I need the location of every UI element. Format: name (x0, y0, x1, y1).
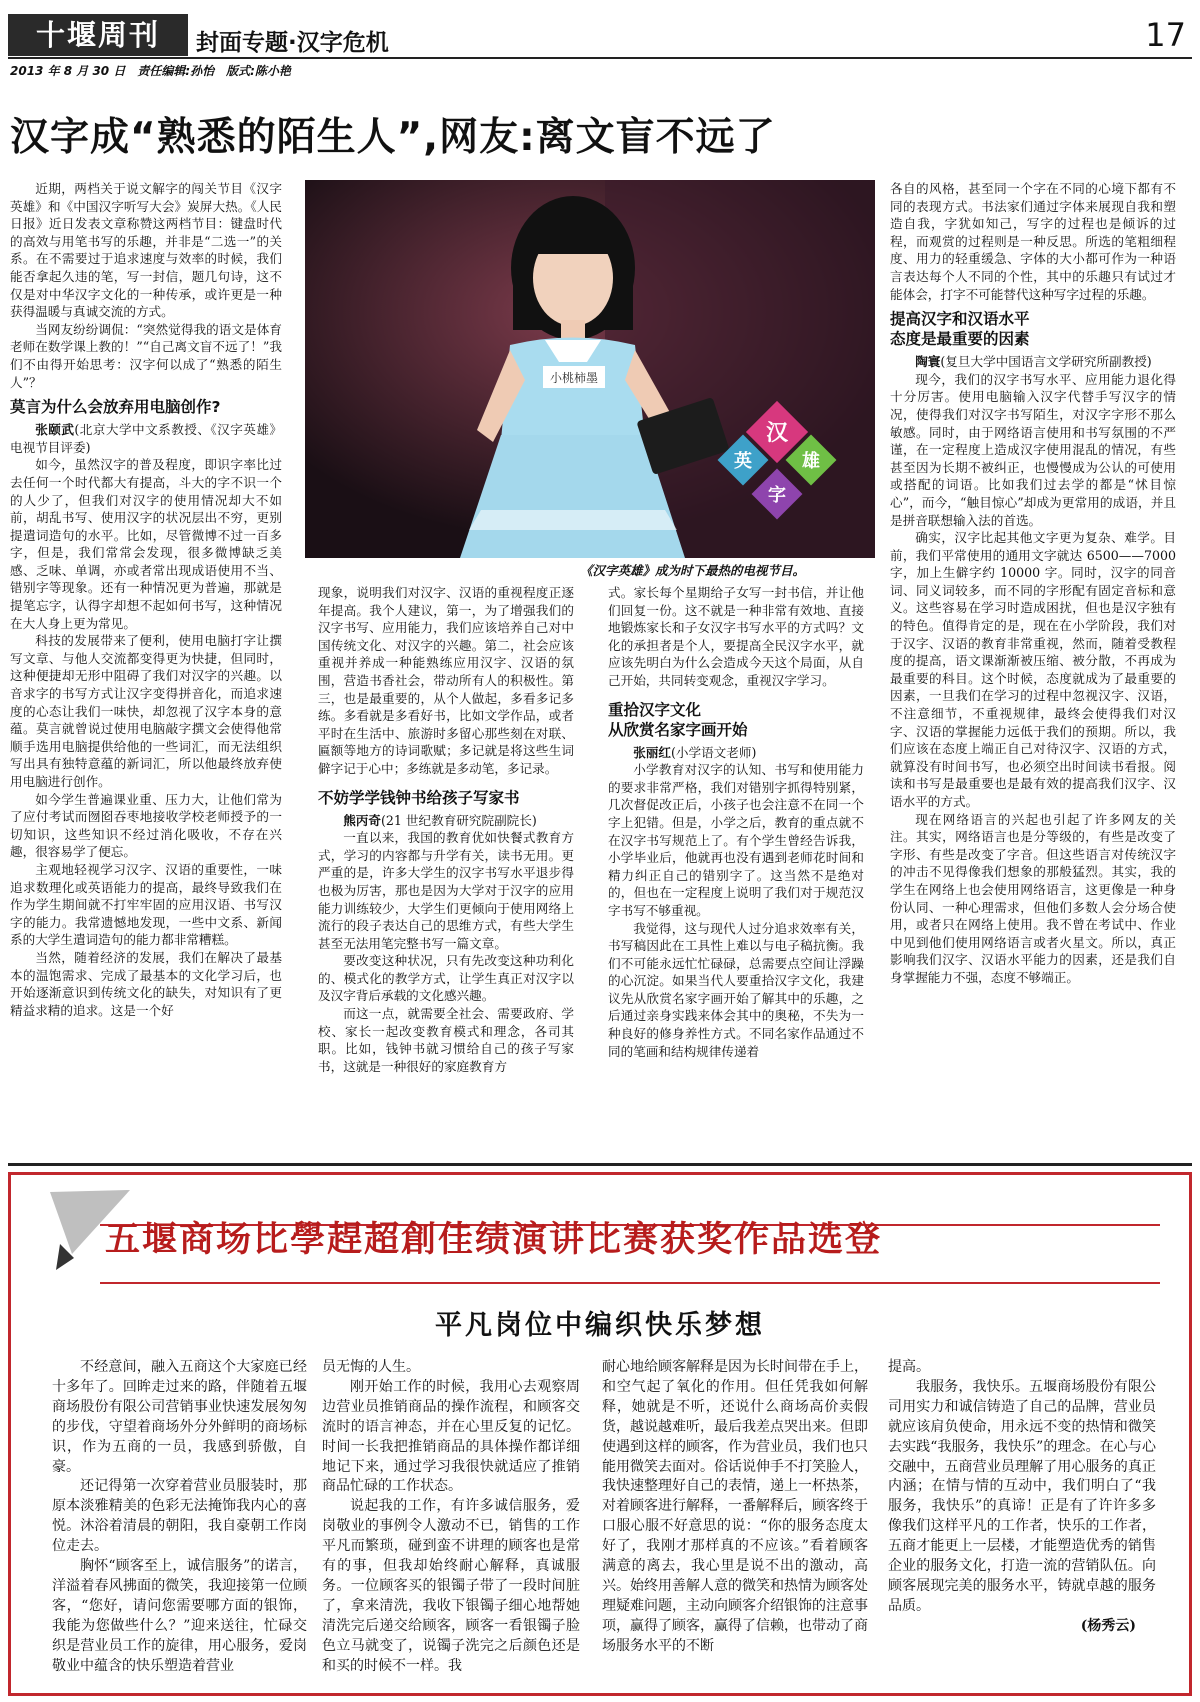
masthead: 十堰周刊 (8, 14, 188, 56)
issue-meta: 2013 年 8 月 30 日 责任编辑:孙怡 版式:陈小艳 (10, 64, 291, 78)
paragraph: 胸怀“顾客至上，诚信服务”的诺言，洋溢着春风拂面的微笑，我迎接第一位顾客，“您好，请问您需要哪方面的银饰，我能为您做些什么？”迎来送往，忙碌交织是营业员工作的旋律，用心服务，爱岗敬业中蕴含的快乐塑造着营业 (52, 1558, 307, 1674)
article-column-1 (10, 180, 282, 1019)
advertorial-title: 平凡岗位中编织快乐梦想 (435, 1310, 765, 1341)
article-column-4 (890, 180, 1176, 987)
header-rule (8, 57, 1192, 59)
paragraph: 当网友纷纷调侃：“突然觉得我的语文是体育老师在数学课上教的！”“自己离文盲不远了！”我们不由得开始思考：汉字何以成了“熟悉的陌生人”？ (10, 321, 282, 390)
paragraph: 确实，汉字比起其他文字更为复杂、难学。目前，我们平常使用的通用文字就达 6500——7000 字，加上生僻字约 10000 字。同时，汉字的同音词、同义词较多，而不同的字形配有固定音标和意义。这些容易在学习时造成困扰，但也是汉字独有的特色。值得肯定的是，现在在小学阶段，我们对于汉字、汉语的教育非常重视，然而，随着受教程度的提高，语文课渐渐被压缩、被分散，不再成为最重要的科目。这个时候，态度就成为了最重要的因素，一旦我们在学习的过程中忽视汉字、汉语，不注意细节，不重视规律，最终会使得我们对汉字、汉语的掌握能力远低于我们的预期。所以，我们应该在态度上端正自己对待汉字、汉语的方式，就算没有时间书写，也必须空出时间读书看报。阅读和书写是最重要也是最有效的提高我们汉字、汉语水平的方式。 (890, 530, 1176, 809)
subheading: 莫言为什么会放弃用电脑创作? (10, 398, 221, 417)
photo-caption: 《汉字英雄》成为时下最热的电视节目。 (580, 563, 806, 578)
subheading: 重拾汉字文化 (608, 700, 702, 719)
author-affiliation: (北京大学中文系教授、《汉字英雄》电视节目评委) (10, 422, 282, 455)
author-signoff: (杨秀云) (1080, 1617, 1136, 1634)
paragraph: 主观地轻视学习汉字、汉语的重要性，一味追求数理化或英语能力的提高，最终导致我们在作为学生期间就不打牢牢固的应用汉语、书写汉字的能力。我常遗憾地发现，一些中文系、新闻系的大学生遣词造句的能力都非常糟糕。 (10, 861, 282, 948)
paragraph: 而这一点，就需要全社会、需要政府、学校、家长一起改变教育模式和理念，各司其职。比如，钱钟书就习惯给自己的孩子写家书，这就是一种很好的家庭教育方 (318, 1006, 574, 1074)
advertorial-column-4 (888, 1358, 1156, 1637)
section-title: 封面专题·汉字危机 (196, 30, 389, 56)
paragraph: 当然，随着经济的发展，我们在解决了最基本的温饱需求、完成了最基本的文化学习后，也开始逐渐意识到传统文化的缺失，对知识有了更精益求精的追求。这是一个好 (10, 949, 282, 1018)
paragraph: 一直以来，我国的教育优如快餐式教育方式，学习的内容都与升学有关，读书无用。更严重的是，许多大学生的汉字书写水平退步得也极为厉害，那也是因为大学对于汉字的应用能力训练较少，大学生们更倾向于使用网络上流行的段子表达自己的思维方式，有些大学生甚至无法用笔完整书写一篇文章。 (318, 830, 574, 951)
paragraph: 刚开始工作的时候，我用心去观察周边营业员推销商品的操作流程，和顾客交流时的语言神态，并在心里反复的记忆。时间一长我把推销商品的具体操作都详细地记下来，通过学习我很快就适应了推销商品忙碌的工作状态。 (322, 1378, 580, 1495)
author-name: 陶寰 (915, 354, 941, 370)
name-card-text: 小桃柿墨 (549, 371, 599, 385)
paragraph: 耐心地给顾客解释是因为长时间带在手上，和空气起了氧化的作用。但任凭我如何解释，她就是不听，还说什么商场高价卖假货，越说越难听，最后我差点哭出来。但即使遇到这样的顾客，作为营业员，我们也只能用微笑去面对。俗话说伸手不打笑脸人，我快速整理好自己的表情，递上一杯热茶，对着顾客进行解释，一番解释后，顾客终于口服心服不好意思的说：“你的服务态度太好了，我刚才那样真的不应该。”看着顾客满意的离去，我心里是说不出的激动，高兴。始终用善解人意的微笑和热情为顾客处理疑难问题，主动向顾客介绍银饰的注意事项，赢得了顾客，赢得了信赖，也带动了商场服务水平的不断 (602, 1359, 868, 1654)
paragraph: 现在网络语言的兴起也引起了许多网友的关注。其实，网络语言也是分等级的，有些是改变了字形、有些是改变了字音。但这些语言对传统汉字的冲击不见得像我们想象的那般猛烈。其实，我的学生在网络上也会使用网络语言，这更像是一种身份认同、一种心理需求，但他们多数人会分场合使用，或者只在网络上使用。我不曾在考试中、作业中见到他们使用网络语言或者火星文。所以，真正影响我们汉字、汉语水平能力的因素，还是我们自身掌握能力不强，态度不够端正。 (890, 811, 1176, 985)
author-name: 张丽红 (633, 744, 671, 760)
author-name: 熊丙奇 (343, 812, 381, 828)
paragraph: 近期，两档关于说文解字的闯关节目《汉字英雄》和《中国汉字听写大会》炭屏大热。《人民日报》近日发表文章称赞这两档节目：键盘时代的高效与用笔书写的乐趣，并非是“二选一”的关系。在不需要过于追求速度与效率的时候，我们能否拿起久违的笔，写一封信，题几句诗，这不仅是对中华汉字文化的一种传承，或许更是一种获得温暖与真诚交流的方式。 (10, 181, 282, 320)
subheading: 从欣赏名家字画开始 (608, 720, 748, 739)
headline: 汉字成“熟悉的陌生人”,网友:离文盲不远了 (10, 115, 776, 160)
paragraph: 小学教育对汉字的认知、书写和使用能力的要求非常严格，我们对错别字抓得特别紧，几次督促改正后，小孩子也会注意不在同一个字上犯错。但是，小学之后，教育的重点就不在汉字书写规范上了。有个学生曾经告诉我，小学毕业后，他就再也没有遇到老师花时间和精力纠正自己的错别字了。这当然不是绝对的，但也在一定程度上说明了我们对于规范汉字书写不够重视。 (608, 762, 864, 918)
logo-char-4: 字 (768, 485, 786, 506)
advertorial-header (10, 1184, 1180, 1294)
paragraph: 提高。 (888, 1359, 930, 1375)
paragraph: 要改变这种状况，只有先改变这种功利化的、模式化的教学方式，让学生真正对汉字以及汉字背后承载的文化感兴趣。 (318, 953, 574, 1004)
logo-char-1: 汉 (765, 421, 789, 446)
paragraph: 如今学生普遍课业重、压力大，让他们常为了应付考试而囫囵吞枣地接收学校老师授予的一切知识，这些知识不经过消化吸收，不存在兴趣，很容易学了便忘。 (10, 791, 282, 860)
paragraph: 科技的发展带来了便利，使用电脑打字让撰写文章、与他人交流都变得更为快捷，但同时，这种便捷却无形中阻碍了我们对汉字的兴趣。以音求字的书写方式让汉字变得拼音化，而追求速度的心态让我们一味快，却忽视了汉字本身的意蕴。莫言就曾说过使用电脑敲字撰文会使得他常顺手选用电脑提供给他的一些词汇，而无法组织写出具有独特意蕴的新词汇，所以他最终放弃使用电脑进行创作。 (10, 633, 282, 789)
advertorial-column-3 (602, 1358, 868, 1657)
paragraph: 我觉得，这与现代人过分追求效率有关，书写稿因此在工具性上难以与电子稿抗衡。我们不可能永远忙忙碌碌，总需要点空间让浮躁的心沉淀。如果当代人要重拾汉字文化，我建议先从欣赏名家字画开始了解其中的乐趣，之后通过亲身实践来体会其中的奥秘，不失为一种良好的修身养性方式。不同名家作品通过不同的笔画和结构规律传递着 (608, 920, 864, 1059)
byline (10, 421, 282, 456)
advertorial-banner: 五堰商场比學趕超創佳绩演讲比赛获奖作品选登 (105, 1220, 883, 1260)
paragraph: 各自的风格，甚至同一个字在不同的心境下都有不同的表现方式。书法家们通过字体来展现自我和塑造自我，字犹如知己，写字的过程也是倾诉的过程，而观赏的过程则是一种反思。所选的笔粗细程度、用力的轻重缓急、字体的大小都可作为一种语言表达每个人不同的个性，其中的乐趣只有试过才能体会，打字不可能替代这种写字过程的乐趣。 (890, 181, 1176, 302)
tv-show-photo (305, 180, 875, 558)
page-number: 17 (1145, 16, 1186, 54)
byline (608, 744, 864, 762)
logo-char-3: 雄 (802, 451, 820, 472)
section-divider (8, 1163, 1192, 1166)
article-column-3 (608, 584, 864, 1060)
author-affiliation: (复旦大学中国语言文学研究所副教授) (940, 354, 1152, 370)
paragraph: 现今，我们的汉字书写水平、应用能力退化得十分厉害。使用电脑输入汉字代替手写汉字的情况，使得我们对汉字书写陌生，对汉字字形不那么敏感。同时，由于网络语言使用和书写氛围的不严谨，在一定程度上造成汉字使用混乱的情况，有些甚至因为长期不被纠正，也慢慢成为公认的可使用或搭配的词语。比如我们过去学的都是“怵目惊心”，而今，“触目惊心”却成为更常用的成语，并且是拼音联想输入法的首选。 (890, 371, 1176, 528)
advertorial-column-1 (52, 1358, 307, 1677)
paragraph: 不经意间，融入五商这个大家庭已经十多年了。回眸走过来的路，伴随着五堰商场股份有限公司营销事业快速发展匆匆的步伐，守望着商场外分外鲜明的商场标识，作为五商的一员，我感到骄傲，自豪。 (52, 1359, 307, 1475)
article-column-2 (318, 584, 574, 1075)
advertorial-column-2 (322, 1358, 580, 1677)
photo-illustration (305, 180, 875, 558)
paragraph: 现象，说明我们对汉字、汉语的重视程度正逐年提高。我个人建议，第一，为了增强我们的汉字书写、应用能力，我们应该培养自己对中国传统文化、对汉字的兴趣。第二，社会应该重视并养成一种能熟练应用汉字、汉语的氛围，营造书香社会，带动所有人的积极性。第三，也是最重要的，从个人做起，多看多记多练。多看就是多看好书，比如文学作品，或者平时在生活中、旅游时多留心那些刻在对联、匾额等地方的诗词歌赋；多记就是将这些生词僻字记于心中；多练就是多动笔，多记录。 (318, 585, 574, 776)
paragraph: 如今，虽然汉字的普及程度，即识字率比过去任何一个时代都大有提高，斗大的字不识一个的人少了，但我们对汉字的使用情况却大不如前，胡乱书写、使用汉字的状况层出不穷，更别提遣词造句的水平。比如，尽管微博不过一百多字，但是，我们常常会发现，很多微博缺乏美感、乏味、单调，亦或者常出现成语使用不当、错别字等现象。还有一种情况更为普遍，那就是提笔忘字，认得字却想不起如何书写，这种情况在大人身上更为常见。 (10, 457, 282, 631)
author-affiliation: (小学语文老师) (670, 744, 757, 760)
subheading: 不妨学学钱钟书给孩子写家书 (318, 788, 520, 807)
subheading: 态度是最重要的因素 (890, 330, 1030, 349)
paragraph: 说起我的工作，有许多诚信服务，爱岗敬业的事例令人激动不已，销售的工作平凡而繁琐，碰到蛮不讲理的顾客也是常有的事，但我却始终耐心解释，真诚服务。一位顾客买的银镯子带了一段时间脏了，拿来清洗，我收下银镯子细心地帮她清洗完后递交给顾客，顾客一看银镯子脸色立马就变了，说镯子洗完之后颜色还是和买的时候不一样。我 (322, 1498, 580, 1674)
subheading: 提高汉字和汉语水平 (890, 310, 1030, 329)
byline (890, 353, 1176, 371)
byline (318, 812, 574, 830)
paragraph: 员无悔的人生。 (322, 1359, 420, 1375)
paragraph: 我服务，我快乐。五堰商场股份有限公司用实力和诚信铸造了自己的品牌，营业员就应该肩负使命，用永远不变的热情和微笑去实践“我服务，我快乐”的理念。在心与心交融中，五商营业员理解了用心服务的真正内涵；在情与情的互动中，我们明白了“我服务，我快乐”的真谛！正是有了许许多多像我们这样平凡的工作者，快乐的工作者，五商才能更上一层楼，才能塑造优秀的销售企业的服务文化，打造一流的营销队伍。向顾客展现完美的服务水平，铸就卓越的服务品质。 (888, 1378, 1156, 1614)
author-affiliation: (21 世纪教育研究院副院长) (380, 812, 537, 828)
logo-char-2: 英 (734, 451, 752, 472)
author-name: 张颐武 (35, 422, 75, 438)
paragraph: 式。家长每个星期给子女写一封书信，并让他们回复一份。这不就是一种非常有效地、直接地锻炼家长和子女汉字书写水平的方式吗？文化的承担者是个人，要提高全民汉字水平，就应该先明白为什么会造成今天这个局面，从自己开始，共同转变观念，重视汉字学习。 (608, 585, 864, 688)
paragraph: 还记得第一次穿着营业员服装时，那原本淡雅精美的色彩无法掩饰我内心的喜悦。沐浴着清晨的朝阳，我自豪朝工作岗位走去。 (52, 1478, 307, 1555)
